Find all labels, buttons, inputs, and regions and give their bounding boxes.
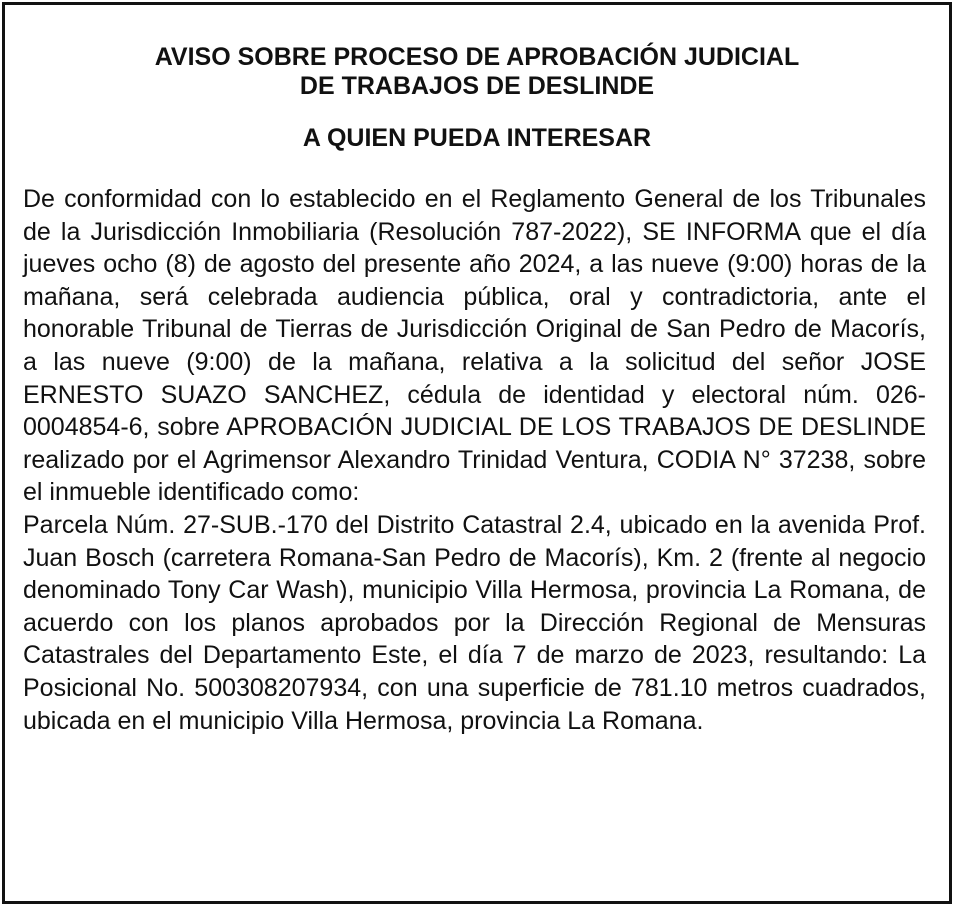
notice-paragraph-2: Parcela Núm. 27-SUB.-170 del Distrito Catastral 2.4, ubicado en la avenida Prof. Juan Bosch (carretera Romana-San Pedro de Macorís), Km. 2 (frente al negocio denominado Tony Car Wash), municipio Villa Hermosa, provincia La Romana, de acuerdo con los planos aprobados por la Dirección Regional de Mensuras Catastrales del Departamento Este, el día 7 de marzo de 2023, resultando: La Posicional No. 500308207934, con una superficie de 781.10 metros cuadrados, ubicada en el municipio Villa Hermosa, provincia La Romana.	[23, 510, 926, 735]
notice-paragraph-1: De conformidad con lo establecido en el Reglamento General de los Tribunales de la Jurisdicción Inmobiliaria (Resolución 787-2022), SE INFORMA que el día jueves ocho (8) de agosto del presente año 2024, a las nueve (9:00) horas de la mañana, será celebrada audiencia pública, oral y contradictoria, ante el honorable Tribunal de Tierras de Jurisdicción Original de San Pedro de Macorís, a las nueve (9:00) de la mañana, relativa a la solicitud del señor JOSE ERNESTO SUAZO SANCHEZ, cédula de identidad y electoral núm. 026-0004854-6, sobre APROBACIÓN JUDICIAL DE LOS TRABAJOS DE DESLINDE realizado por el Agrimensor Alexandro Trinidad Ventura, CODIA N° 37238, sobre el inmueble identificado como:	[23, 185, 926, 507]
notice-subtitle: A QUIEN PUEDA INTERESAR	[302, 124, 652, 152]
notice-title-line-1: AVISO SOBRE PROCESO DE APROBACIÓN JUDICIAL	[154, 43, 800, 71]
notice-title	[5, 43, 949, 101]
legal-notice-box	[2, 2, 952, 904]
notice-body	[23, 183, 926, 737]
notice-title-line-2: DE TRABAJOS DE DESLINDE	[299, 72, 655, 100]
